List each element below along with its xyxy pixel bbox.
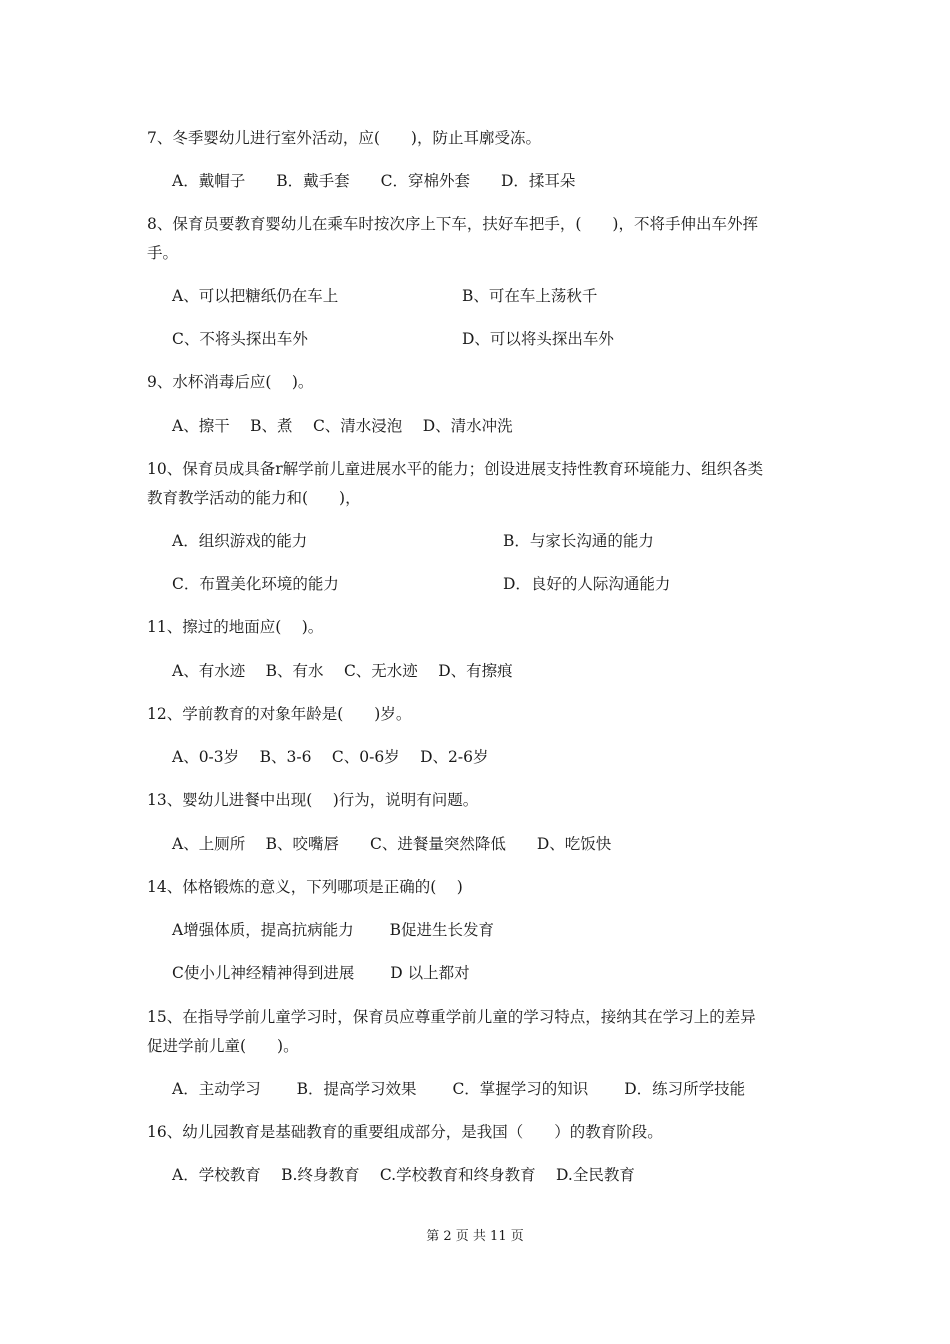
question-10-option-a: A．组织游戏的能力 <box>172 532 308 550</box>
question-15-options: A．主动学习 B．提高学习效果 C．掌握学习的知识 D．练习所学技能 <box>172 1080 746 1098</box>
question-10-stem-line-1: 10、保育员成具备r解学前儿童进展水平的能力；创设进展支持性教育环境能力、组织各类 <box>147 460 764 478</box>
page-number-footer: 第 2 页 共 11 页 <box>426 1229 524 1244</box>
question-9-options: A、擦干 B、煮 C、清水浸泡 D、清水冲洗 <box>172 417 513 435</box>
question-13-options: A、上厕所 B、咬嘴唇 C、进餐量突然降低 D、吃饭快 <box>172 835 612 853</box>
question-14-stem: 14、体格锻炼的意义，下列哪项是正确的( ) <box>147 878 463 896</box>
question-15-stem-line-2: 促进学前儿童( )。 <box>147 1037 299 1055</box>
question-8-stem-line-1: 8、保育员要教育婴幼儿在乘车时按次序上下车，扶好车把手，( )，不将手伸出车外挥 <box>147 215 758 233</box>
question-12-stem: 12、学前教育的对象年龄是( )岁。 <box>147 705 412 723</box>
question-8-option-d: D、可以将头探出车外 <box>462 330 614 348</box>
question-13-stem: 13、婴幼儿进餐中出现( )行为，说明有问题。 <box>147 791 479 809</box>
question-14-options-ab: A增强体质，提高抗病能力 B促进生长发育 <box>172 921 495 939</box>
question-9-stem: 9、水杯消毒后应( )。 <box>147 373 314 391</box>
question-7-options: A．戴帽子 B．戴手套 C．穿棉外套 D．揉耳朵 <box>172 172 576 190</box>
question-8-option-b: B、可在车上荡秋千 <box>462 287 598 305</box>
question-12-options: A、0-3岁 B、3-6 C、0-6岁 D、2-6岁 <box>172 748 489 766</box>
question-11-options: A、有水迹 B、有水 C、无水迹 D、有擦痕 <box>172 662 513 680</box>
question-10-option-d: D．良好的人际沟通能力 <box>503 575 671 593</box>
question-14-options-cd: C使小儿神经精神得到进展 D 以上都对 <box>172 964 470 982</box>
question-8-option-a: A、可以把糖纸仍在车上 <box>172 287 339 305</box>
question-8-stem-line-2: 手。 <box>147 244 179 262</box>
question-10-stem-line-2: 教育教学活动的能力和( )， <box>147 489 361 507</box>
question-16-options: A．学校教育 B.终身教育 C.学校教育和终身教育 D.全民教育 <box>172 1166 635 1184</box>
question-16-stem: 16、幼儿园教育是基础教育的重要组成部分，是我国（ ）的教育阶段。 <box>147 1123 663 1141</box>
question-10-option-c: C．布置美化环境的能力 <box>172 575 339 593</box>
question-10-option-b: B．与家长沟通的能力 <box>503 532 654 550</box>
question-7-stem: 7、冬季婴幼儿进行室外活动，应( )，防止耳廓受冻。 <box>147 129 541 147</box>
question-8-option-c: C、不将头探出车外 <box>172 330 308 348</box>
question-15-stem-line-1: 15、在指导学前儿童学习时，保育员应尊重学前儿童的学习特点，接纳其在学习上的差异 <box>147 1008 756 1026</box>
question-11-stem: 11、擦过的地面应( )。 <box>147 618 324 636</box>
